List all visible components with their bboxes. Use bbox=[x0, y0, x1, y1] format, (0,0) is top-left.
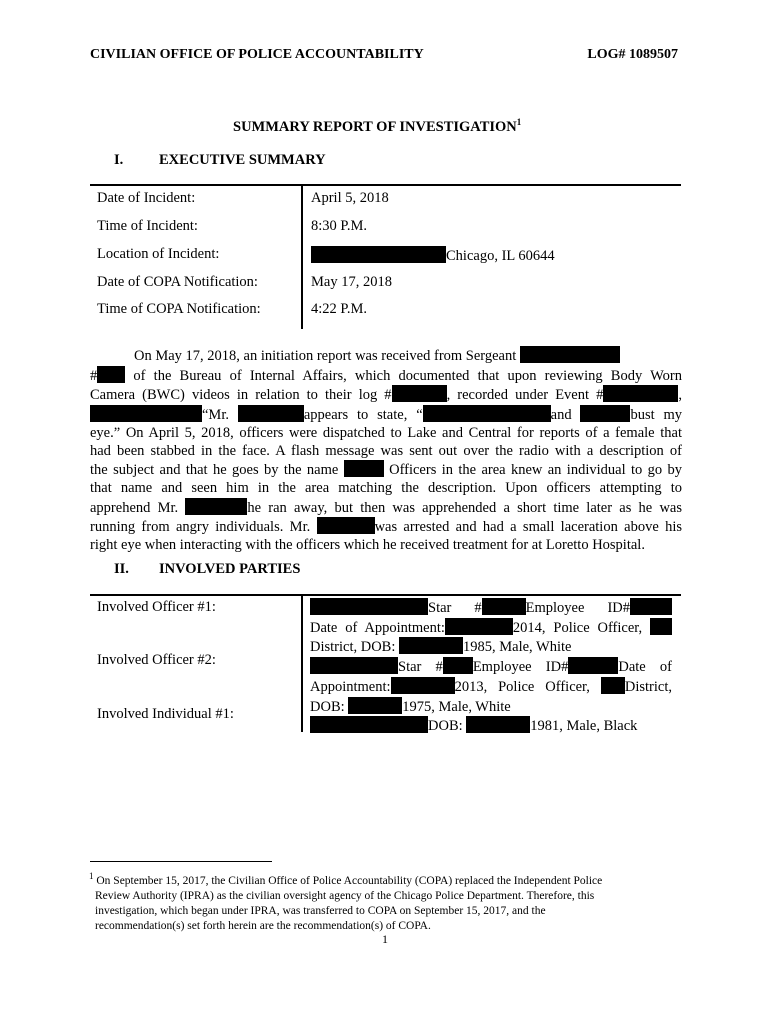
section-1-title: EXECUTIVE SUMMARY bbox=[159, 152, 326, 168]
redaction bbox=[391, 677, 455, 694]
redaction bbox=[399, 637, 463, 654]
summary-line: running from angry individuals. Mr. was arrested and had a small laceration above his bbox=[90, 519, 683, 536]
summary-line: had been stabbed in the face. A flash message was sent out over the radio with a description of bbox=[90, 442, 682, 459]
redaction bbox=[445, 618, 513, 635]
individual-1-line: DOB: 1981, Male, Black bbox=[310, 716, 672, 736]
value-time-of-incident: 8:30 P.M. bbox=[311, 218, 368, 234]
redaction bbox=[630, 598, 672, 615]
label-time-of-copa-notification: Time of COPA Notification: bbox=[97, 301, 261, 317]
section-2-title: INVOLVED PARTIES bbox=[159, 561, 301, 577]
redaction bbox=[482, 598, 526, 615]
officer-2-line: Appointment: 2013, Police Officer, District, bbox=[310, 678, 672, 695]
officer-2-line: Star # Employee ID# Date of bbox=[310, 657, 672, 677]
table-top-rule bbox=[90, 184, 681, 186]
page-title-text: SUMMARY REPORT OF INVESTIGATION bbox=[233, 118, 517, 135]
footnote-line: investigation, which began under IPRA, was transferred to COPA on September 15, 2017, and the bbox=[95, 904, 546, 917]
table-divider bbox=[301, 184, 303, 329]
redaction bbox=[90, 405, 202, 422]
header-log-number: LOG# 1089507 bbox=[587, 47, 678, 62]
redaction bbox=[317, 517, 375, 534]
section-2-number: II. bbox=[114, 561, 129, 577]
value-time-of-copa-notification: 4:22 P.M. bbox=[311, 301, 368, 317]
officer-2-line: DOB: 1975, Male, White bbox=[310, 698, 511, 715]
summary-line: On May 17, 2018, an initiation report was received from Sergeant bbox=[90, 346, 682, 366]
redaction bbox=[423, 405, 551, 422]
value-date-of-copa-notification: May 17, 2018 bbox=[311, 274, 392, 290]
footnote-line: recommendation(s) set forth herein are the recommendation(s) of COPA. bbox=[95, 919, 431, 932]
officer-1-line: Star # Employee ID# bbox=[310, 598, 672, 618]
footnote-mark: 1 bbox=[89, 871, 94, 881]
parties-top-rule bbox=[90, 594, 681, 596]
redaction bbox=[580, 405, 630, 422]
redaction bbox=[311, 246, 446, 263]
summary-line: Camera (BWC) videos in relation to their log # , recorded under Event # , bbox=[90, 387, 682, 404]
redaction bbox=[310, 598, 428, 615]
summary-paragraph bbox=[90, 346, 682, 555]
label-time-of-incident: Time of Incident: bbox=[97, 218, 198, 234]
summary-line: apprehend Mr. he ran away, but then was apprehended a short time later as he was bbox=[90, 499, 683, 516]
label-involved-officer-1: Involved Officer #1: bbox=[97, 599, 216, 615]
label-date-of-copa-notification: Date of COPA Notification: bbox=[97, 274, 258, 290]
redaction bbox=[344, 460, 384, 477]
redaction bbox=[310, 716, 428, 733]
page-title bbox=[233, 117, 521, 136]
location-city: Chicago, IL 60644 bbox=[446, 248, 555, 264]
section-1-number: I. bbox=[114, 152, 124, 168]
redaction bbox=[238, 405, 304, 422]
value-date-of-incident: April 5, 2018 bbox=[311, 190, 389, 206]
page-number: 1 bbox=[382, 932, 388, 946]
summary-line: # of the Bureau of Internal Affairs, which documented that upon reviewing Body Worn bbox=[90, 367, 682, 384]
summary-line: “Mr. appears to state, “ and bust my bbox=[90, 405, 682, 425]
label-involved-individual-1: Involved Individual #1: bbox=[97, 706, 234, 722]
officer-1-line: Date of Appointment: 2014, Police Officer, bbox=[310, 618, 672, 638]
redaction bbox=[466, 716, 530, 733]
summary-line: right eye when interacting with the officers which he received treatment for at Loretto Hospital. bbox=[90, 537, 645, 554]
footnote-line: $^1$ On September 15, 2017, the Civilian Office of Police Accountability (COPA) replaced the Independent Police bbox=[89, 871, 603, 887]
label-involved-officer-2: Involved Officer #2: bbox=[97, 652, 216, 668]
summary-line: the subject and that he goes by the name Officers in the area knew an individual to go by bbox=[90, 462, 682, 479]
summary-line: that name and seen him in the area matching the description. Upon officers attempting to bbox=[90, 479, 682, 496]
redaction bbox=[443, 657, 473, 674]
parties-details bbox=[310, 598, 672, 736]
footnote-line: Review Authority (IPRA) as the civilian oversight agency of the Chicago Police Department. Therefore, this bbox=[95, 889, 595, 902]
redaction bbox=[601, 677, 625, 694]
redaction bbox=[348, 697, 402, 714]
redaction bbox=[185, 498, 247, 515]
parties-divider bbox=[301, 594, 303, 732]
redaction bbox=[568, 657, 618, 674]
footnote bbox=[89, 869, 675, 934]
summary-line: eye.” On April 5, 2018, officers were dispatched to Lake and Central for reports of a female that bbox=[90, 424, 682, 441]
value-location-of-incident bbox=[311, 246, 555, 265]
redaction bbox=[392, 385, 447, 402]
label-location-of-incident: Location of Incident: bbox=[97, 246, 220, 262]
footnote-rule bbox=[90, 861, 272, 862]
title-footnote-mark: 1 bbox=[516, 117, 522, 127]
label-date-of-incident: Date of Incident: bbox=[97, 190, 196, 206]
redaction bbox=[520, 346, 620, 363]
redaction bbox=[310, 657, 398, 674]
redaction bbox=[650, 618, 672, 635]
officer-1-line: District, DOB: 1985, Male, White bbox=[310, 639, 572, 656]
redaction bbox=[97, 366, 125, 383]
redaction bbox=[603, 385, 678, 402]
header-agency: CIVILIAN OFFICE OF POLICE ACCOUNTABILITY bbox=[90, 47, 424, 62]
